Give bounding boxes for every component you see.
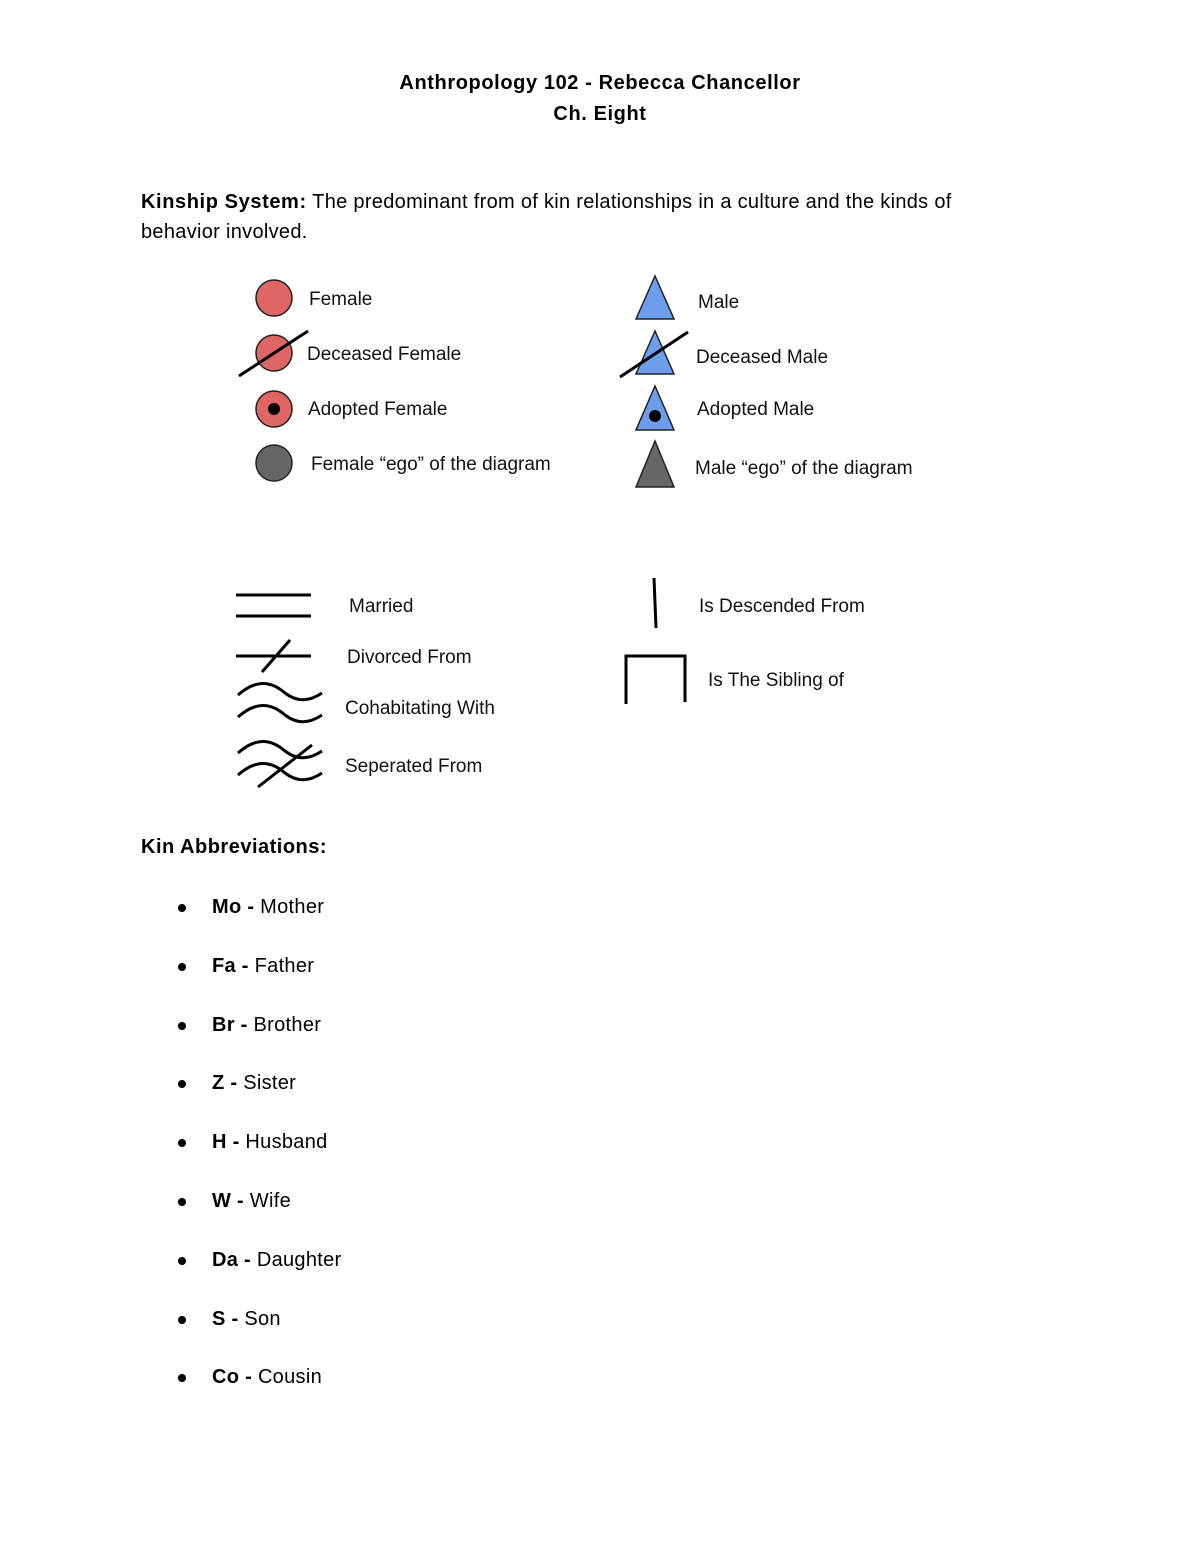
abbr-code: Mo - (212, 896, 255, 918)
descended-icon (654, 578, 656, 628)
male-symbols-icon (618, 272, 698, 494)
male-icon (636, 276, 674, 319)
abbr-code: H - (212, 1131, 240, 1154)
abbr-code: Z - (212, 1072, 238, 1095)
abbr-meaning: Son (244, 1307, 281, 1330)
document-subtitle: Ch. Eight (553, 103, 647, 125)
adopted-male-icon (636, 386, 674, 430)
definition-term: Kinship System: (141, 191, 307, 213)
cohabitating-icon (238, 683, 322, 721)
relationship-symbols-icon (230, 585, 330, 795)
abbr-code: Fa - (212, 954, 249, 977)
bullet-icon (178, 963, 186, 971)
abbr-meaning: Daughter (256, 1248, 342, 1271)
female-ego-icon (256, 445, 292, 481)
adopted-dot-icon (649, 410, 661, 422)
male-ego-label: Male “ego” of the diagram (695, 458, 913, 479)
divorced-label: Divorced From (347, 647, 472, 668)
kinship-definition (141, 187, 1021, 247)
abbr-meaning: Husband (245, 1131, 328, 1154)
abbr-meaning: Mother (260, 896, 325, 918)
descent-sibling-icon (620, 575, 692, 710)
abbr-meaning: Father (254, 954, 315, 977)
definition-text: The predominant from of kin relationships in a culture and the kinds of behavior involved. (141, 191, 952, 243)
separated-icon (238, 741, 322, 787)
female-ego-label: Female “ego” of the diagram (311, 454, 551, 475)
bullet-icon (178, 1198, 186, 1206)
deceased-male-label: Deceased Male (696, 347, 829, 368)
sibling-icon (626, 656, 685, 704)
bullet-icon (178, 1316, 186, 1324)
descended-label: Is Descended From (699, 596, 865, 617)
bullet-icon (178, 1139, 186, 1147)
abbr-code: Co - (212, 1366, 253, 1389)
male-ego-icon (636, 441, 674, 487)
abbr-code: Br - (212, 1013, 248, 1036)
abbreviations-heading: Kin Abbreviations: (141, 836, 328, 858)
abbr-meaning: Cousin (257, 1366, 322, 1389)
bullet-icon (178, 1257, 186, 1265)
abbr-code: W - (212, 1189, 244, 1212)
adopted-dot-icon (268, 403, 280, 415)
female-icon (256, 280, 292, 316)
bullet-icon (178, 1022, 186, 1030)
abbr-meaning: Sister (243, 1072, 297, 1095)
separated-label: Seperated From (345, 756, 483, 777)
abbr-code: Da - (212, 1248, 251, 1271)
document-title: Anthropology 102 - Rebecca Chancellor (399, 72, 801, 94)
sibling-label: Is The Sibling of (708, 670, 844, 691)
adopted-female-label: Adopted Female (308, 399, 448, 420)
abbr-meaning: Brother (253, 1013, 322, 1036)
bullet-icon (178, 1080, 186, 1088)
female-symbols-icon (236, 277, 316, 487)
adopted-male-label: Adopted Male (697, 399, 815, 420)
deceased-female-label: Deceased Female (307, 344, 462, 365)
abbr-meaning: Wife (249, 1189, 292, 1212)
cohabitating-label: Cohabitating With (345, 698, 495, 719)
bullet-icon (178, 1374, 186, 1382)
married-label: Married (349, 596, 414, 617)
abbr-code: S - (212, 1307, 239, 1330)
bullet-icon (178, 904, 186, 912)
female-label: Female (309, 289, 373, 310)
male-label: Male (698, 292, 740, 313)
divorced-icon (236, 640, 311, 672)
married-icon (236, 595, 311, 616)
